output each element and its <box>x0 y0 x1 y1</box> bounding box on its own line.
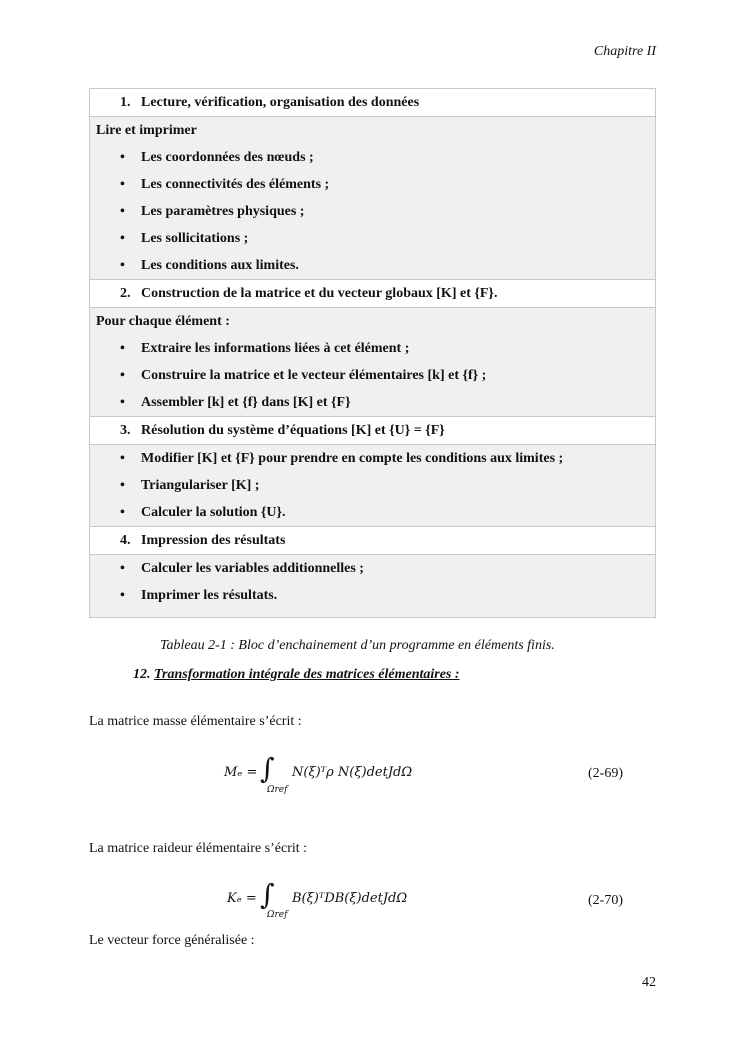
list-item: • Les connectivités des éléments ; <box>120 177 330 192</box>
step-title: Lecture, vérification, organisation des données <box>141 95 420 110</box>
table-row: 1. Lecture, vérification, organisation des données <box>90 89 656 117</box>
mass-matrix-intro: La matrice masse élémentaire s’écrit : <box>89 714 302 729</box>
list-item: • Assembler [k] et {f} dans [K] et {F} <box>120 395 351 410</box>
list-item: • Les conditions aux limites. <box>120 258 299 273</box>
table-row <box>90 308 656 417</box>
table-row: 4. Impression des résultats <box>90 527 656 555</box>
chapter-header: Chapitre II <box>593 44 656 59</box>
list-item: • Les sollicitations ; <box>120 231 249 246</box>
table-row: 2. Construction de la matrice et du vecteur globaux [K] et {F}. <box>90 280 656 308</box>
equation-number: (2-70) <box>588 893 623 908</box>
page-number: 42 <box>642 975 656 990</box>
list-item: • Calculer les variables additionnelles ; <box>120 561 364 576</box>
list-item: • Calculer la solution {U}. <box>120 505 286 520</box>
list-item: • Modifier [K] et {F} pour prendre en compte les conditions aux limites ; <box>120 451 564 466</box>
list-item: • Imprimer les résultats. <box>120 588 278 603</box>
step-title: Construction de la matrice et du vecteur globaux [K] et {F}. <box>141 286 498 301</box>
stiffness-matrix-intro: La matrice raideur élémentaire s’écrit : <box>89 841 308 856</box>
list-item: • Les coordonnées des nœuds ; <box>120 150 314 165</box>
list-item: • Extraire les informations liées à cet élément ; <box>120 341 410 356</box>
table-row <box>90 445 656 527</box>
block-heading: Lire et imprimer <box>96 123 197 138</box>
algorithm-table <box>89 88 656 618</box>
step-title: Impression des résultats <box>141 533 286 548</box>
table-row: 3. Résolution du système d’équations [K] et {U} = {F} <box>90 417 656 445</box>
list-item: • Construire la matrice et le vecteur élémentaires [k] et {f} ; <box>120 368 487 383</box>
table-row <box>90 117 656 280</box>
list-item: • Les paramètres physiques ; <box>120 204 305 219</box>
section-heading: 12. Transformation intégrale des matrices élémentaires : <box>133 667 460 682</box>
table-row <box>90 555 656 618</box>
equation-number: (2-69) <box>588 766 623 781</box>
table-caption: Tableau 2-1 : Bloc d’enchainement d’un programme en éléments finis. <box>160 638 555 653</box>
force-vector-intro: Le vecteur force généralisée : <box>89 933 255 948</box>
list-item: • Triangulariser [K] ; <box>120 478 260 493</box>
step-title: Résolution du système d’équations [K] et {U} = {F} <box>141 423 445 438</box>
block-heading: Pour chaque élément : <box>96 314 230 329</box>
